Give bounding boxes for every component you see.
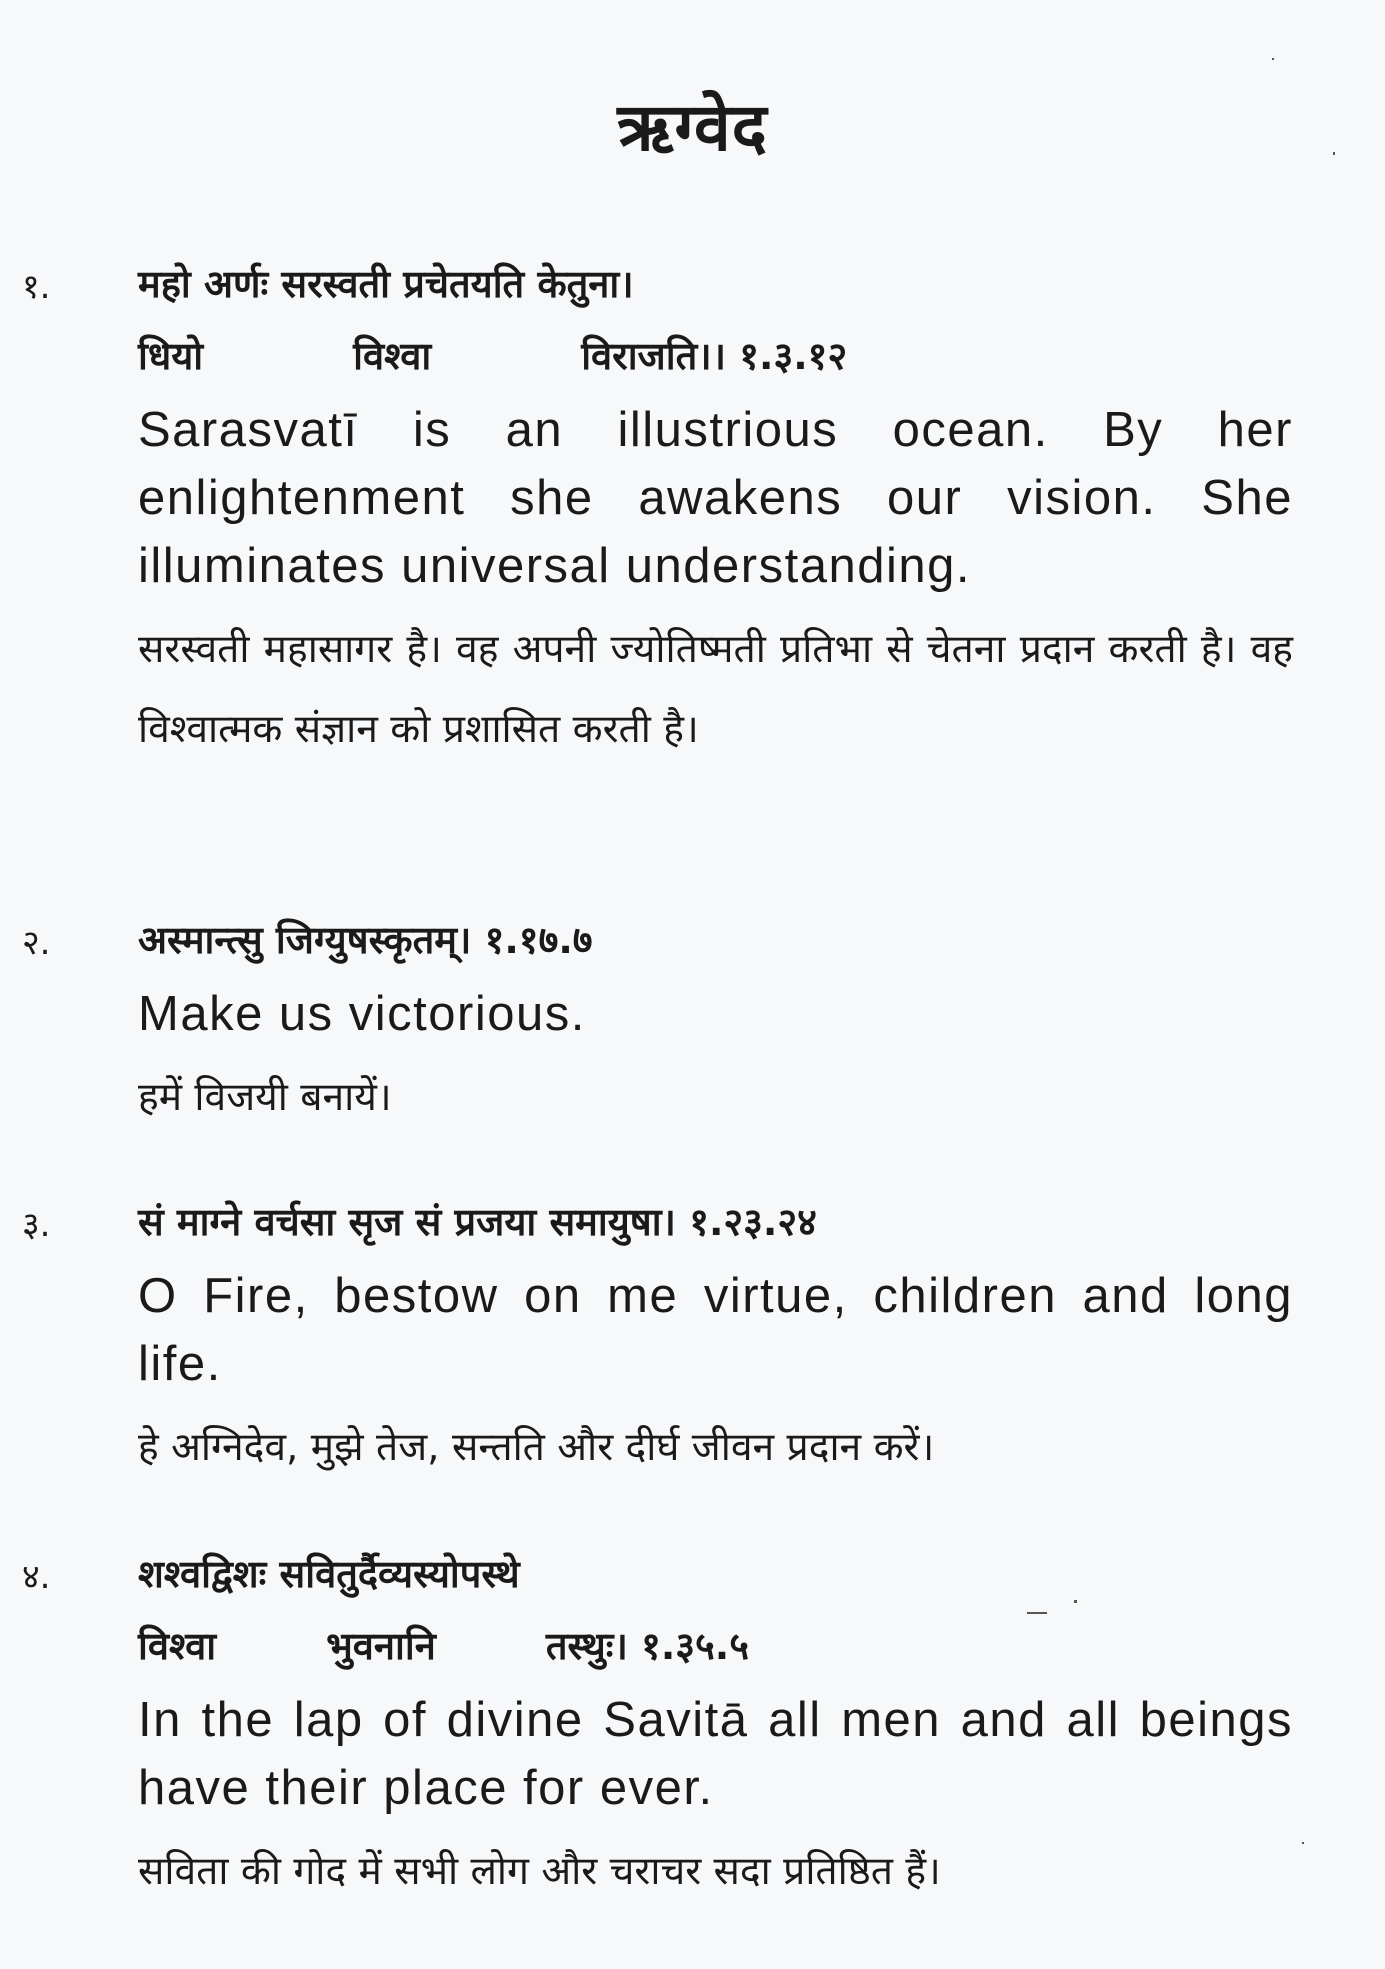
verse-number: २. bbox=[22, 923, 51, 963]
hindi-translation: हे अग्निदेव, मुझे तेज, सन्तति और दीर्घ जीवन प्रदान करें। bbox=[138, 1425, 935, 1470]
sanskrit-word: विश्वा bbox=[353, 334, 432, 378]
sanskrit-word: धियो bbox=[138, 334, 204, 378]
hindi-translation: सरस्वती महासागर है। वह अपनी ज्योतिष्मती प्रतिभा से चेतना प्रदान करती है। वह विश्वात्मक संज्ञान को प्रशासित करती है। bbox=[138, 627, 1293, 752]
english-translation: In the lap of divine Savitā all men and all beings have their place for ever. bbox=[138, 1693, 1293, 1815]
verse-body bbox=[138, 904, 1293, 1138]
sanskrit-line bbox=[138, 320, 1293, 392]
english-translation: Sarasvatī is an illustrious ocean. By her enlightenment she awakens our vision. She illuminates universal understanding. bbox=[138, 403, 1293, 593]
sanskrit-line: महो अर्णः सरस्वती प्रचेतयति केतुना। bbox=[138, 262, 634, 306]
scan-mark bbox=[1272, 58, 1274, 60]
sanskrit-word: भुवनानि bbox=[326, 1624, 436, 1668]
scan-mark bbox=[1302, 1842, 1304, 1844]
sanskrit-line: सं माग्ने वर्चसा सृज सं प्रजया समायुषा। १.२३.२४ bbox=[138, 1200, 817, 1244]
verse-number: १. bbox=[22, 267, 51, 307]
english-translation: O Fire, bestow on me virtue, children and long life. bbox=[138, 1269, 1293, 1391]
scan-mark bbox=[1027, 1612, 1047, 1614]
sanskrit-word: विश्वा bbox=[138, 1624, 217, 1668]
verse-body bbox=[138, 1538, 1293, 1912]
english-translation: Make us victorious. bbox=[138, 987, 586, 1041]
sanskrit-word: विराजति।। १.३.१२ bbox=[581, 334, 848, 378]
verse-body bbox=[138, 248, 1293, 770]
page-title: ऋग्वेद bbox=[617, 89, 768, 166]
hindi-translation: हमें विजयी बनायें। bbox=[138, 1075, 392, 1120]
sanskrit-line: अस्मान्त्सु जिग्युषस्कृतम्। १.१७.७ bbox=[138, 918, 593, 962]
verse-body bbox=[138, 1186, 1293, 1488]
hindi-translation: सविता की गोद में सभी लोग और चराचर सदा प्रतिष्ठित हैं। bbox=[138, 1849, 941, 1894]
verse-number: ३. bbox=[22, 1205, 51, 1245]
sanskrit-word: तस्थुः। १.३५.५ bbox=[545, 1624, 749, 1668]
sanskrit-line: शश्वद्विशः सवितुर्दैव्यस्योपस्थे bbox=[138, 1552, 520, 1596]
scan-mark bbox=[1074, 1600, 1077, 1603]
verse-number: ४. bbox=[22, 1557, 51, 1597]
sanskrit-line bbox=[138, 1610, 1293, 1682]
scan-mark bbox=[1333, 152, 1335, 155]
